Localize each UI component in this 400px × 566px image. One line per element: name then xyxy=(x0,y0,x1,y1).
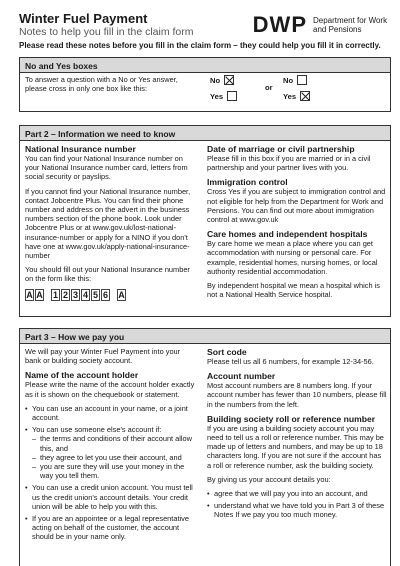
no-label: No xyxy=(283,75,294,85)
no-yes-instruction: To answer a question with a No or Yes answer, please cross in only one box like this: xyxy=(25,75,178,94)
or-label: or xyxy=(265,83,273,92)
section-part-2 xyxy=(19,125,391,317)
empty-checkbox-icon xyxy=(297,75,307,85)
sub-list-item: – you are sure they will use your money in the way you tell them. xyxy=(32,462,197,480)
no-label: No xyxy=(210,75,221,85)
sub-list-item: – the terms and conditions of their account allow this, and xyxy=(32,434,197,452)
left-column xyxy=(25,144,197,301)
right-column xyxy=(207,144,387,304)
care-text: By care home we mean a place where you can get accommodation with nursing or personal care. For example, residential homes, nursing homes, or local authority residential accommodation. xyxy=(207,239,378,276)
list-item-text: You can use someone else's account if: xyxy=(32,425,162,435)
yes-label: Yes xyxy=(210,91,224,101)
example-yes-crossed xyxy=(283,91,310,101)
dwp-logo-department: Department for Work and Pensions xyxy=(313,16,388,34)
ni-cell: 1 xyxy=(52,289,58,300)
list-item: • You can use an account in your name, or a joint account. xyxy=(25,404,197,422)
ni-cell: A xyxy=(36,289,43,300)
account-number-text: Most account numbers are 8 numbers long. If your account number has fewer than 10 numbers, please fill in the numbers from the left. xyxy=(207,381,387,409)
sub-list xyxy=(32,434,197,480)
ni-cell: A xyxy=(26,289,33,300)
example-no-crossed xyxy=(210,75,234,85)
roll-number-heading: Building society roll or reference number xyxy=(207,413,376,424)
page-subtitle: Notes to help you fill in the claim form xyxy=(19,26,194,38)
sort-code-heading: Sort code xyxy=(207,347,247,357)
ni-heading: National Insurance number xyxy=(25,144,136,154)
crossed-checkbox-icon xyxy=(224,75,234,85)
immigration-heading: Immigration control xyxy=(207,177,288,188)
list-item: • understand what we have told you in Part 3 of these Notes If we pay you too much money. xyxy=(207,501,387,519)
right-column xyxy=(207,347,387,523)
list-item xyxy=(25,425,197,480)
ni-paragraph-2: If you cannot find your National Insurance number, contact Jobcentre Plus. You can find their phone number and address on the advert in the business numbers section of the phone book. Look under Jobcentre Plus or at www.gov.uk/lost-national-insurance-number or apply for a NINO if you don't have one at www.gov.uk/apply-national-insurance-number xyxy=(25,186,191,261)
section-heading: Part 2 – Information we need to know xyxy=(20,126,390,141)
giving-details-intro: By giving us your account details you: xyxy=(207,474,331,484)
ni-number-example xyxy=(25,289,197,301)
example-yes-empty xyxy=(210,91,237,101)
left-column xyxy=(25,347,197,545)
empty-checkbox-icon xyxy=(227,91,237,101)
ni-paragraph-1: You can find your National Insurance number on your National Insurance number card, letters from social security or payslips. xyxy=(25,154,188,182)
intro-note: Please read these notes before you fill in the claim form – they could help you fill it in correctly. xyxy=(19,41,381,50)
example-no-empty xyxy=(283,75,307,85)
dwp-logo-mark: DWP xyxy=(252,12,307,37)
list-item: • agree that we will pay you into an account, and xyxy=(207,489,387,498)
giving-details-list xyxy=(207,489,387,520)
page-title: Winter Fuel Payment xyxy=(19,11,148,26)
dom-heading: Date of marriage or civil partnership xyxy=(207,144,355,154)
care-heading: Care homes and independent hospitals xyxy=(207,229,368,240)
ni-cell: 4 xyxy=(82,289,88,300)
section-heading: No and Yes boxes xyxy=(20,58,390,73)
ni-paragraph-3: You should fill out your National Insurance number on the form like this: xyxy=(25,265,190,284)
section-no-yes-boxes xyxy=(19,57,391,112)
sort-code-text: Please tell us all 6 numbers, for example 12-34-56. xyxy=(207,357,374,366)
account-holder-text: Please write the name of the account holder exactly as it is shown on the chequebook or statement. xyxy=(25,380,195,399)
payment-intro: We will pay your Winter Fuel Payment into your bank or building society account. xyxy=(25,347,181,366)
account-number-heading: Account number xyxy=(207,371,276,382)
account-rules-list xyxy=(25,404,197,542)
ni-cell: A xyxy=(118,289,125,300)
immigration-text: Cross Yes if you are subject to immigration control and not eligible for help from the Department for Work and Pensions. You can find out more about immigration control at www.gov.uk xyxy=(207,187,386,225)
crossed-checkbox-icon xyxy=(300,91,310,101)
account-holder-heading: Name of the account holder xyxy=(25,370,139,381)
roll-number-text: If you are using a building society account you may need to tell us a roll or reference number. This may be made up of letters and numbers, and may be up to 18 characters long. If you are not sure if the account has a roll or reference number, ask the building society. xyxy=(207,423,384,470)
list-item: • You can use a credit union account. You must tell us the credit union's account details. Your credit union will be able to help you with this. xyxy=(25,483,197,511)
example-checkboxes xyxy=(210,71,320,101)
sub-list-item: – they agree to let you use their account, and xyxy=(32,453,197,462)
section-heading: Part 3 – How we pay you xyxy=(20,329,390,344)
hospital-text: By independent hospital we mean a hospital which is not a National Health Service hospital. xyxy=(207,281,380,300)
ni-cell: 5 xyxy=(92,289,98,300)
yes-label: Yes xyxy=(283,91,297,101)
list-item: • If you are an appointee or a legal representative acting on behalf of the customer, the account should be in your name only. xyxy=(25,514,197,542)
section-part-3 xyxy=(19,328,391,566)
ni-cell: 3 xyxy=(72,289,78,300)
dom-text: Please fill in this box if you are married or in a civil partnership and your partner lives with you. xyxy=(207,154,371,173)
ni-cell: 6 xyxy=(102,289,108,300)
ni-cell: 2 xyxy=(62,289,68,300)
dwp-logo xyxy=(253,14,391,36)
